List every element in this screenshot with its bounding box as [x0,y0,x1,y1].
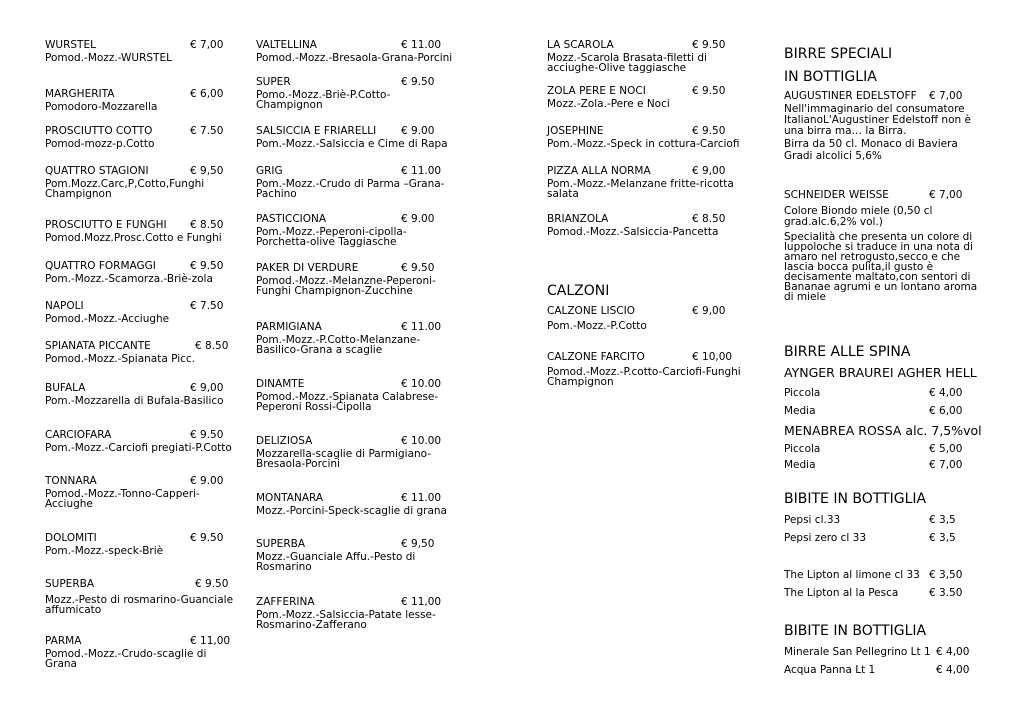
price-row [784,387,984,399]
in-bottiglia-heading: IN BOTTIGLIA [784,69,877,85]
menu-item [256,435,456,469]
item-name: CALZONE FARCITO [547,351,645,363]
schneider-note: Specialità che presenta un colore di luppoloche si traduce in una nota di amaro nel retrogusto,secco e che lascia bocca pulita,il gusto è decisamente maltato,con sentori di Bananae agrumi e un lontano aroma di miele [784,231,978,303]
item-description: Mozz.-Guanciale Affu.-Pesto di Rosmarino [256,551,416,573]
item-description: Pomod.-Mozz.-Crudo-scaglie di Grana [45,648,207,670]
menu-item [256,213,456,247]
calzoni-heading: CALZONI [547,283,610,299]
item-price: € 11,00 [190,635,231,647]
menu-item [256,538,456,572]
menu-item [256,39,456,63]
row-label: Piccola [784,387,821,399]
price-row [784,532,984,544]
menu-item [547,351,752,387]
menu-item [547,39,752,73]
menu-item [45,219,235,243]
beer-name: SCHNEIDER WEISSE [784,189,889,201]
item-name: ZAFFERINA [256,596,315,608]
item-description: Pomodoro-Mozzarella [45,101,158,113]
birre-speciali-heading: BIRRE SPECIALI [784,46,893,62]
item-description: Pom.-Mozzarella di Bufala-Basilico [45,395,224,407]
row-label: Acqua Panna Lt 1 [784,664,876,676]
row-price: € 4,00 [936,664,970,676]
item-name: DINAMTE [256,378,305,390]
item-name: ZOLA PERE E NOCI [547,85,646,97]
menu-item [45,429,235,453]
item-name: SUPER [256,76,291,88]
price-row [784,569,984,581]
ayinger-heading: AYNGER BRAUREI AGHER HELL [784,365,977,380]
menu-item [45,578,235,615]
item-description: Mozz.-Scarola Brasata-filetti di acciughe-Olive taggiasche [547,52,707,74]
row-price: € 4,00 [929,387,963,399]
item-description: Pomod.-Mozz.-Tonno-Capperi-Acciughe [45,488,200,510]
item-price: € 9.50 [401,262,435,274]
menu-item [547,125,752,149]
menu-item [547,213,752,237]
item-name: MARGHERITA [45,88,115,100]
item-price: € 9.50 [190,429,224,441]
item-name: GRIG [256,165,283,177]
menu-item [547,85,752,109]
item-name: LA SCAROLA [547,39,614,51]
item-price: € 9.50 [401,76,435,88]
menu-item [45,39,235,63]
item-price: € 10.00 [401,378,442,390]
item-name: PROSCIUTTO E FUNGHI [45,219,167,231]
item-description: Pomod-mozz-p.Cotto [45,138,155,150]
menu-item [256,321,456,355]
item-description: Pomod.-Mozz.-Acciughe [45,313,170,325]
item-description: Pom.-Mozz.-Crudo di Parma –Grana-Pachino [256,178,445,200]
item-description: Pom.-Mozz.-Salsiccia-Patate lesse-Rosmarino-Zafferano [256,609,436,631]
row-price: € 7,00 [929,459,963,471]
menu-item [256,596,456,630]
item-price: € 9.00 [190,475,224,487]
menu-item [45,382,235,406]
row-label: The Lipton al la Pesca [784,587,899,599]
menu-item [547,305,752,331]
menu-item [45,165,235,199]
menu-item [547,165,752,199]
item-price: € 11.00 [401,321,442,333]
item-price: € 9.50 [692,39,726,51]
item-price: € 11.00 [401,39,442,51]
row-price: € 3.50 [929,587,963,599]
item-name: PARMIGIANA [256,321,322,333]
item-name: JOSEPHINE [547,125,604,137]
item-name: SUPERBA [256,538,305,550]
item-name: TONNARA [45,475,97,487]
price-row [784,587,984,599]
item-price: € 11,00 [401,596,442,608]
item-description: Pomod.Mozz.Prosc.Cotto e Funghi [45,232,222,244]
price-row [784,405,984,417]
item-price: € 7.50 [190,125,224,137]
item-price: € 9.50 [692,85,726,97]
item-price: € 8.50 [190,219,224,231]
item-price: € 10.00 [401,435,442,447]
item-description: Pomod.-Mozz.-Spianata Calabrese-Peperoni Rossi-Cipolla [256,391,439,413]
menu-item [45,475,235,509]
item-price: € 9.50 [190,260,224,272]
item-name: PAKER DI VERDURE [256,262,359,274]
item-price: € 10,00 [692,351,733,363]
schneider-line [784,189,984,201]
item-name: VALTELLINA [256,39,317,51]
row-label: Media [784,405,816,417]
item-price: € 7,00 [190,39,224,51]
menu-item [45,88,235,112]
item-name: CALZONE LISCIO [547,305,635,317]
menu-item [256,76,456,110]
item-price: € 7.50 [190,300,224,312]
menu-item [256,125,456,149]
item-price: € 9.00 [401,125,435,137]
item-price: € 11.00 [401,165,442,177]
item-description: Pom.-Mozz.-Speck in cottura-Carciofi [547,138,740,150]
item-description: Pomod.-Mozz.-WURSTEL [45,52,172,64]
item-price: € 6,00 [190,88,224,100]
item-name: SALSICCIA E FRIARELLI [256,125,377,137]
menu-item [256,262,456,296]
menu-item [45,300,235,324]
price-row [784,459,984,471]
item-name: WURSTEL [45,39,96,51]
row-price: € 3,50 [929,569,963,581]
item-description: Pomod.-Mozz.-Spianata Picc. [45,353,196,365]
item-price: € 9.50 [190,532,224,544]
item-price: € 9.50 [692,125,726,137]
price-row [784,514,984,526]
item-name: BUFALA [45,382,86,394]
item-name: PIZZA ALLA NORMA [547,165,651,177]
item-price: € 9.50 [195,578,229,590]
bibite-heading-2: BIBITE IN BOTTIGLIA [784,623,927,639]
row-price: € 6,00 [929,405,963,417]
menabrea-heading: MENABREA ROSSA alc. 7,5%vol [784,423,982,438]
item-description: Pomod.-Mozz.-Melanzne-Peperoni-Funghi Champignon-Zucchine [256,275,436,297]
item-description: Pom.-Mozz.-Carciofi pregiati-P.Cotto [45,442,232,454]
row-label: Minerale San Pellegrino Lt 1 [784,646,931,658]
menu-item [45,635,235,669]
item-name: SUPERBA [45,578,94,590]
item-name: PROSCIUTTO COTTO [45,125,153,137]
menu-item [256,492,456,516]
item-name: PASTICCIONA [256,213,327,225]
item-description: Pom.-Mozz.-P.Cotto-Melanzane-Basilico-Grana a scaglie [256,334,421,356]
item-name: CARCIOFARA [45,429,112,441]
item-description: Pom.Mozz.Carc,P,Cotto,Funghi Champignon [45,178,205,200]
item-price: € 9,00 [190,382,224,394]
augustiner-bottle: Birra da 50 cl. Monaco di Baviera [784,138,958,150]
item-price: € 9,50 [401,538,435,550]
birre-spina-heading: BIRRE ALLE SPINA [784,344,911,360]
price-row [784,664,984,676]
beer-price: € 7,00 [929,90,963,102]
menu-item [45,340,235,364]
item-description: Pom.-Mozz.-Salsiccia e Cime di Rapa [256,138,448,150]
item-description: Pomod.-Mozz.-Salsiccia-Pancetta [547,226,719,238]
item-description: Pomod.-Mozz.-P.cotto-Carciofi-Funghi Champignon [547,366,741,388]
price-row [784,443,984,455]
augustiner-description: Nell'immaginario del consumatore ItalianoL'Augustiner Edelstoff non è una birra ma… la Birra. [784,103,971,137]
beer-price: € 7,00 [929,189,963,201]
item-description: Pom.-Mozz.-speck-Briè [45,545,164,557]
augustiner-alcohol: Gradi alcolici 5,6% [784,150,882,162]
item-price: € 11.00 [401,492,442,504]
row-label: Pepsi zero cl 33 [784,532,867,544]
menu-item [45,532,235,556]
item-name: DOLOMITI [45,532,97,544]
item-name: SPIANATA PICCANTE [45,340,151,352]
augustiner-line [784,90,984,102]
item-price: € 8.50 [195,340,229,352]
item-name: QUATTRO STAGIONI [45,165,149,177]
item-description: Mozz.-Pesto di rosmarino-Guanciale affumicato [45,594,234,616]
row-label: Media [784,459,816,471]
item-price: € 9,50 [190,165,224,177]
item-price: € 9.00 [401,213,435,225]
item-name: PARMA [45,635,82,647]
row-price: € 5,00 [929,443,963,455]
item-name: MONTANARA [256,492,324,504]
item-price: € 9,00 [692,305,726,317]
price-row [784,646,984,658]
item-description: Pom.-Mozz.-P.Cotto [547,320,647,332]
item-description: Pom.-Mozz.-Scamorza.-Briè-zola [45,273,213,285]
item-name: DELIZIOSA [256,435,313,447]
item-description: Pomo.-Mozz.-Briè-P.Cotto-Champignon [256,89,391,111]
menu-item [256,378,456,412]
row-price: € 4,00 [936,646,970,658]
menu-item [256,165,456,199]
beer-name: AUGUSTINER EDELSTOFF [784,90,917,102]
schneider-description: Colore Biondo miele (0,50 cl grad.alc.6,2% vol.) [784,205,933,228]
item-description: Mozz.-Porcini-Speck-scaglie di grana [256,505,447,517]
menu-item [45,125,235,149]
item-description: Mozz.-Zola.-Pere e Noci [547,98,670,110]
item-description: Mozzarella-scaglie di Parmigiano-Bresaola-Porcini [256,448,432,470]
item-description: Pomod.-Mozz.-Bresaola-Grana-Porcini [256,52,453,64]
bibite-heading: BIBITE IN BOTTIGLIA [784,491,927,507]
item-price: € 8.50 [692,213,726,225]
row-label: Piccola [784,443,821,455]
row-label: The Lipton al limone cl 33 [784,569,920,581]
item-name: NAPOLI [45,300,84,312]
item-name: BRIANZOLA [547,213,609,225]
row-price: € 3,5 [929,532,956,544]
item-description: Pom.-Mozz.-Peperoni-cipolla-Porchetta-olive Taggiasche [256,226,407,248]
item-name: QUATTRO FORMAGGI [45,260,156,272]
row-price: € 3,5 [929,514,956,526]
item-description: Pom.-Mozz.-Melanzane fritte-ricotta salata [547,178,734,200]
row-label: Pepsi cl.33 [784,514,841,526]
menu-item [45,260,235,284]
item-price: € 9,00 [692,165,726,177]
